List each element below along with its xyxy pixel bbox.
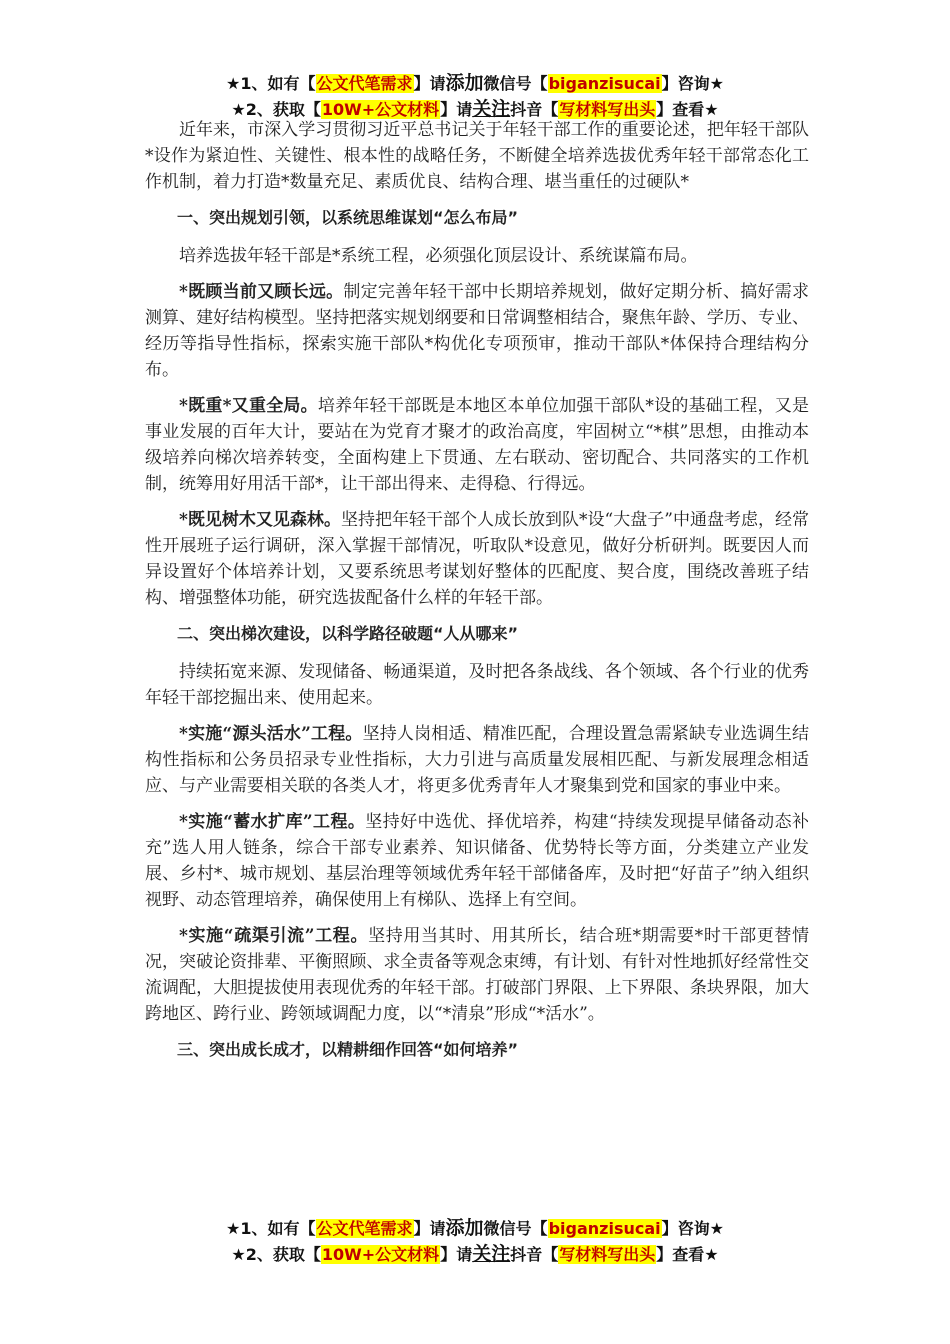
banner-line-1 [0, 70, 950, 96]
section-1-item-3 [145, 507, 809, 611]
banner-text: ★1、如有【 [226, 74, 316, 93]
banner-highlight: 10W+公文材料 [321, 1245, 440, 1264]
item-text: 培养年轻干部既是本地区本单位加强干部队*设的基础工程，又是事业发展的百年大计，要站在为党育才聚才的政治高度，牢固树立“*棋”思想，由推动本级培养向梯次培养转变，全面构建上下贯通、左右联动、密切配合、共同落实的工作机制，统筹用好用活干部*，让干部出得来、走得稳、行得远。 [145, 396, 810, 494]
banner-text: 微信号【 [483, 1219, 548, 1238]
item-text: 坚持把年轻干部个人成长放到队*设“大盘子”中通盘考虑，经常性开展班子运行调研，深入掌握干部情况，听取队*设意见，做好分析研判。既要因人而异设置好个体培养计划，又要系统思考谋划好整体的匹配度、契合度，围绕改善班子结构、增强整体功能，研究选拔配备什么样的年轻干部。 [145, 510, 809, 608]
item-lead: *既见树木又见森林。 [179, 510, 341, 530]
banner-text: 】查看★ [656, 100, 719, 119]
section-heading-1: 一、突出规划引领，以系统思维谋划“怎么布局” [177, 208, 519, 227]
item-lead: *既重*又重全局。 [179, 396, 318, 416]
section-2-intro: 持续拓宽来源、发现储备、畅通渠道，及时把各条战线、各个领域、各个行业的优秀年轻干部挖掘出来、使用起来。 [145, 662, 809, 708]
banner-text: 】请 [413, 74, 446, 93]
item-text: 坚持人岗相适、精准匹配，合理设置急需紧缺专业选调生结构性指标和公务员招录专业性指标，大力引进与高质量发展相匹配、与新发展理念相适应、与产业需要相关联的各类人才，将更多优秀青年人才聚集到党和国家的事业中来。 [145, 724, 810, 796]
banner-text: 】请 [440, 1245, 473, 1264]
banner-emphasis: 关注 [472, 1243, 511, 1265]
banner-text: 微信号【 [483, 74, 548, 93]
banner-text: 】请 [413, 1219, 446, 1238]
section-1-item-2 [145, 393, 809, 497]
banner-emphasis: 关注 [472, 98, 511, 120]
item-lead: *实施“疏渠引流”工程。 [179, 926, 369, 946]
banner-line-1 [0, 1215, 950, 1241]
banner-douyin-id: 写材料写出头 [559, 1245, 656, 1264]
bottom-banner [0, 1215, 950, 1267]
banner-text: ★1、如有【 [226, 1219, 316, 1238]
item-text: 坚持用当其时、用其所长，结合班*期需要*时干部更替情况，突破论资排辈、平衡照顾、求全责备等观念束缚，有计划、有针对性地抓好经常性交流调配，大胆提拔使用表现优秀的年轻干部。打破部门界限、上下界限、条块界限，加大跨地区、跨行业、跨领域调配力度，以“*清泉”形成“*活水”。 [145, 926, 810, 1024]
banner-line-2 [0, 1241, 950, 1267]
section-2-item-3 [145, 923, 809, 1027]
banner-wechat-id: biganzisucai [548, 1219, 661, 1238]
section-heading-2: 二、突出梯次建设，以科学路径破题“人从哪来” [177, 624, 519, 643]
banner-emphasis: 添加 [445, 1217, 484, 1239]
section-heading-3: 三、突出成长成才，以精耕细作回答“如何培养” [177, 1040, 519, 1059]
intro-paragraph: 近年来，市深入学习贯彻习近平总书记关于年轻干部工作的重要论述，把年轻干部队*设作为紧迫性、关键性、根本性的战略任务，不断健全培养选拔优秀年轻干部常态化工作机制，着力打造*数量充足、素质优良、结构合理、堪当重任的过硬队* [145, 120, 809, 192]
top-banner [0, 70, 950, 122]
banner-douyin-id: 写材料写出头 [559, 100, 656, 119]
banner-wechat-id: biganzisucai [548, 74, 661, 93]
banner-highlight: 公文代笔需求 [316, 1219, 413, 1238]
banner-text: 】请 [440, 100, 473, 119]
banner-text: ★2、获取【 [231, 100, 321, 119]
banner-text: 抖音【 [510, 100, 559, 119]
banner-highlight: 10W+公文材料 [321, 100, 440, 119]
section-2-item-2 [145, 809, 809, 913]
section-2-item-1 [145, 721, 809, 799]
banner-text: 】咨询★ [661, 74, 724, 93]
item-lead: *实施“蓄水扩库”工程。 [179, 812, 366, 832]
banner-text: ★2、获取【 [231, 1245, 321, 1264]
item-lead: *既顾当前又顾长远。 [179, 282, 344, 302]
document-body [145, 117, 809, 1075]
banner-text: 】查看★ [656, 1245, 719, 1264]
banner-text: 】咨询★ [661, 1219, 724, 1238]
item-lead: *实施“源头活水”工程。 [179, 724, 363, 744]
item-text: 制定完善年轻干部中长期培养规划，做好定期分析、搞好需求测算、建好结构模型。坚持把落实规划纲要和日常调整相结合，聚焦年龄、学历、专业、经历等指导性指标，探索实施干部队*构优化专项预审，推动干部队*体保持合理结构分布。 [145, 282, 809, 380]
section-1-intro: 培养选拔年轻干部是*系统工程，必须强化顶层设计、系统谋篇布局。 [179, 246, 698, 266]
banner-emphasis: 添加 [445, 72, 484, 94]
banner-highlight: 公文代笔需求 [316, 74, 413, 93]
item-text: 坚持好中选优、择优培养，构建“持续发现提早储备动态补充”选人用人链条，综合干部专业素养、知识储备、优势特长等方面，分类建立产业发展、乡村*、城市规划、基层治理等领域优秀年轻干部储备库，及时把“好苗子”纳入组织视野、动态管理培养，确保使用上有梯队、选择上有空间。 [145, 812, 809, 910]
banner-text: 抖音【 [510, 1245, 559, 1264]
section-1-item-1 [145, 279, 809, 383]
